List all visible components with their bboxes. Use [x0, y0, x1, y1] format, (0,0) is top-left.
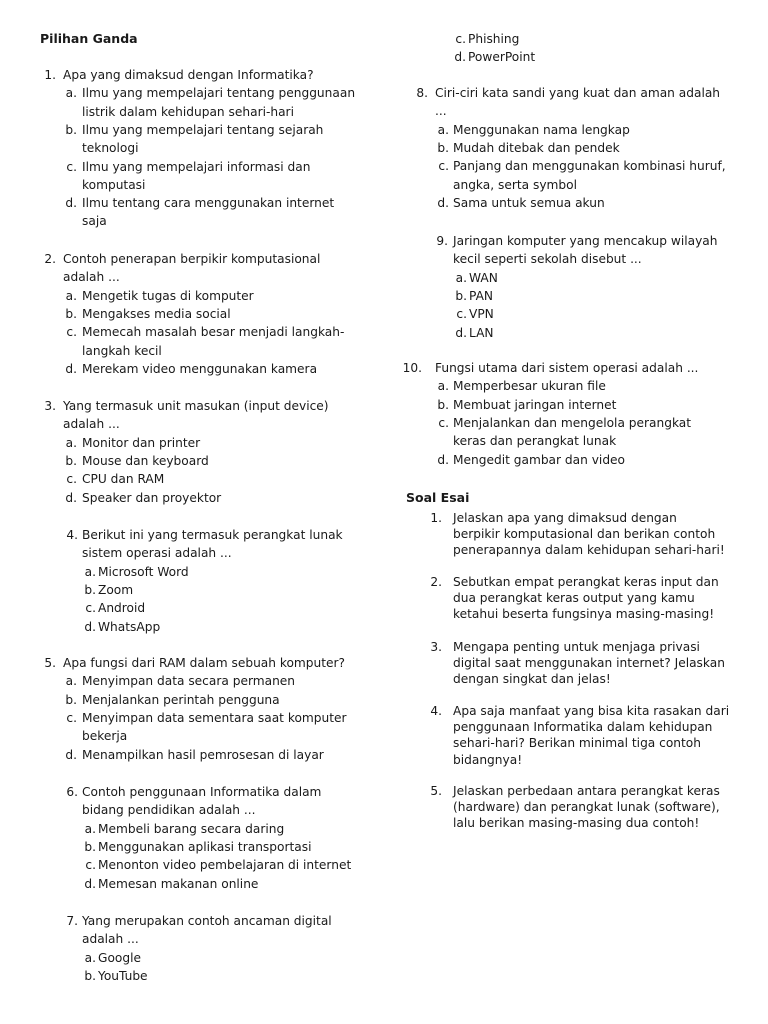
- option-text: VPN: [469, 307, 494, 322]
- question-text: adalah ...: [63, 417, 120, 432]
- option-text: Panjang dan menggunakan kombinasi huruf,: [453, 159, 726, 174]
- option-text: keras dan perangkat lunak: [453, 434, 617, 449]
- option-text: WhatsApp: [98, 619, 161, 634]
- option-text: Memesan makanan online: [98, 876, 259, 891]
- question-text: Ciri-ciri kata sandi yang kuat dan aman adalah: [435, 86, 721, 100]
- option-marker: a.: [437, 379, 449, 394]
- question-number: 6.: [66, 785, 78, 799]
- option-marker: c.: [66, 325, 77, 340]
- option-text: WAN: [469, 270, 498, 285]
- option-marker: c.: [456, 307, 467, 322]
- question-text: Apa yang dimaksud dengan Informatika?: [63, 68, 314, 82]
- essay-text: ketahui beserta fungsinya masing-masing!: [453, 607, 715, 622]
- section-title-pilihan-ganda: Pilihan Ganda: [40, 31, 138, 46]
- question-number: 2.: [44, 252, 56, 266]
- option-marker: b.: [84, 582, 96, 597]
- essay-number: 2.: [430, 575, 442, 589]
- option-text: PowerPoint: [468, 50, 536, 65]
- question-number: 5.: [44, 656, 56, 670]
- essay-text: dengan singkat dan jelas!: [453, 672, 611, 687]
- question-number: 1.: [44, 68, 56, 82]
- question-text: kecil seperti sekolah disebut ...: [453, 252, 642, 267]
- option-text: listrik dalam kehidupan sehari-hari: [82, 104, 294, 119]
- option-marker: c.: [66, 710, 77, 725]
- question-number: 3.: [44, 399, 56, 413]
- question-text: Berikut ini yang termasuk perangkat lunak: [82, 528, 343, 542]
- option-text: CPU dan RAM: [82, 472, 165, 487]
- option-text: Zoom: [98, 582, 134, 597]
- option-marker: d.: [454, 50, 466, 65]
- option-text: Merekam video menggunakan kamera: [82, 361, 318, 376]
- option-marker: d.: [455, 325, 467, 340]
- question-text: ...: [435, 104, 447, 119]
- option-text: Ilmu yang mempelajari tentang penggunaan: [82, 86, 356, 101]
- question-text: Apa fungsi dari RAM dalam sebuah komputer?: [63, 656, 346, 670]
- option-marker: a.: [455, 270, 467, 285]
- option-marker: b.: [65, 692, 77, 707]
- option-text: Mouse dan keyboard: [82, 453, 209, 468]
- option-marker: d.: [65, 490, 77, 505]
- question-text: adalah ...: [63, 270, 120, 285]
- essay-text: penerapannya dalam kehidupan sehari-hari!: [453, 543, 725, 558]
- essay-number: 4.: [430, 704, 442, 718]
- option-text: saja: [82, 214, 107, 229]
- option-text: Phishing: [468, 32, 520, 46]
- option-text: Memecah masalah besar menjadi langkah-: [82, 325, 345, 340]
- question-text: Yang termasuk unit masukan (input device): [63, 399, 329, 413]
- option-text: komputasi: [82, 177, 146, 192]
- question-number: 9.: [436, 234, 448, 248]
- essay-text: penggunaan Informatika dalam kehidupan: [453, 720, 713, 735]
- option-text: Google: [98, 950, 141, 965]
- section-title-soal-esai: Soal Esai: [406, 490, 470, 505]
- option-marker: b.: [84, 968, 96, 983]
- essay-text: (hardware) dan perangkat lunak (software),: [453, 800, 720, 815]
- option-text: Memperbesar ukuran file: [453, 379, 606, 394]
- option-marker: d.: [437, 195, 449, 210]
- option-text: Membuat jaringan internet: [453, 397, 617, 412]
- option-text: Microsoft Word: [98, 564, 189, 579]
- option-marker: a.: [437, 122, 449, 137]
- option-marker: b.: [65, 306, 77, 321]
- option-text: angka, serta symbol: [453, 177, 577, 192]
- question-text: Contoh penerapan berpikir komputasional: [63, 252, 321, 266]
- option-marker: b.: [455, 288, 467, 303]
- option-text: Menjalankan dan mengelola perangkat: [453, 415, 692, 430]
- essay-text: Apa saja manfaat yang bisa kita rasakan dari: [453, 704, 730, 718]
- question-text: Yang merupakan contoh ancaman digital: [82, 914, 332, 928]
- option-text: Monitor dan printer: [82, 435, 201, 450]
- option-text: Ilmu tentang cara menggunakan internet: [82, 196, 335, 211]
- essay-number: 5.: [430, 784, 442, 798]
- option-text: Android: [98, 601, 146, 616]
- option-text: bekerja: [82, 729, 128, 744]
- option-marker: d.: [65, 747, 77, 762]
- option-text: Menggunakan nama lengkap: [453, 122, 630, 137]
- question-number: 7.: [66, 914, 78, 928]
- essay-text: lalu berikan masing-masing dua contoh!: [453, 816, 700, 831]
- question-text: sistem operasi adalah ...: [82, 546, 232, 561]
- option-text: Sama untuk semua akun: [453, 195, 605, 210]
- option-marker: c.: [455, 32, 466, 46]
- option-marker: d.: [65, 361, 77, 376]
- option-marker: a.: [65, 288, 77, 303]
- option-marker: b.: [437, 397, 449, 412]
- option-marker: b.: [84, 839, 96, 854]
- option-marker: b.: [437, 140, 449, 155]
- question-text: Contoh penggunaan Informatika dalam: [82, 785, 322, 799]
- option-marker: c.: [66, 159, 77, 174]
- essay-text: berpikir komputasional dan berikan contoh: [453, 527, 716, 542]
- option-text: langkah kecil: [82, 343, 162, 358]
- essay-text: Jelaskan perbedaan antara perangkat keras: [453, 784, 720, 798]
- essay-text: dua perangkat keras output yang kamu: [453, 591, 695, 606]
- option-marker: c.: [66, 472, 77, 487]
- option-marker: c.: [438, 415, 449, 430]
- option-marker: a.: [84, 564, 96, 579]
- option-marker: d.: [84, 876, 96, 891]
- essay-text: bidangnya!: [453, 752, 523, 767]
- option-marker: c.: [85, 601, 96, 616]
- question-number: 4.: [66, 528, 78, 542]
- option-text: Menggunakan aplikasi transportasi: [98, 839, 312, 854]
- option-text: Ilmu yang mempelajari tentang sejarah: [82, 122, 324, 137]
- option-text: YouTube: [98, 968, 148, 983]
- essay-text: sehari-hari? Berikan minimal tiga contoh: [453, 736, 701, 751]
- option-marker: d.: [65, 196, 77, 211]
- option-text: Mengedit gambar dan video: [453, 452, 626, 467]
- option-marker: c.: [438, 159, 449, 174]
- option-marker: c.: [85, 858, 96, 873]
- question-text: adalah ...: [82, 932, 139, 947]
- option-marker: d.: [437, 452, 449, 467]
- question-text: Jaringan komputer yang mencakup wilayah: [453, 234, 718, 248]
- essay-text: Mengapa penting untuk menjaga privasi: [453, 640, 700, 654]
- option-text: LAN: [469, 325, 494, 340]
- question-text: Fungsi utama dari sistem operasi adalah ...: [435, 361, 699, 375]
- option-marker: a.: [84, 821, 96, 836]
- option-text: Mengetik tugas di komputer: [82, 288, 254, 303]
- option-marker: a.: [84, 950, 96, 965]
- question-number: 8.: [416, 86, 428, 100]
- option-text: Menonton video pembelajaran di internet: [98, 858, 352, 873]
- essay-number: 1.: [430, 511, 442, 525]
- option-text: teknologi: [82, 141, 139, 156]
- option-text: Menyimpan data sementara saat komputer: [82, 710, 347, 725]
- essay-text: Jelaskan apa yang dimaksud dengan: [453, 511, 677, 525]
- option-marker: a.: [65, 435, 77, 450]
- option-text: Membeli barang secara daring: [98, 821, 285, 836]
- option-text: Mengakses media social: [82, 306, 231, 321]
- option-text: Menampilkan hasil pemrosesan di layar: [82, 747, 324, 762]
- option-text: Mudah ditebak dan pendek: [453, 140, 620, 155]
- option-marker: d.: [84, 619, 96, 634]
- option-marker: b.: [65, 453, 77, 468]
- option-text: Ilmu yang mempelajari informasi dan: [82, 159, 311, 174]
- option-text: Speaker dan proyektor: [82, 490, 222, 505]
- option-marker: b.: [65, 122, 77, 137]
- option-text: Menjalankan perintah pengguna: [82, 692, 280, 707]
- option-text: Menyimpan data secara permanen: [82, 674, 296, 689]
- essay-text: Sebutkan empat perangkat keras input dan: [453, 575, 719, 589]
- option-marker: a.: [65, 674, 77, 689]
- question-text: bidang pendidikan adalah ...: [82, 803, 256, 818]
- essay-text: digital saat menggunakan internet? Jelaskan: [453, 656, 725, 671]
- essay-number: 3.: [430, 640, 442, 654]
- option-text: PAN: [469, 288, 494, 303]
- option-marker: a.: [65, 86, 77, 101]
- question-number: 10.: [402, 361, 422, 375]
